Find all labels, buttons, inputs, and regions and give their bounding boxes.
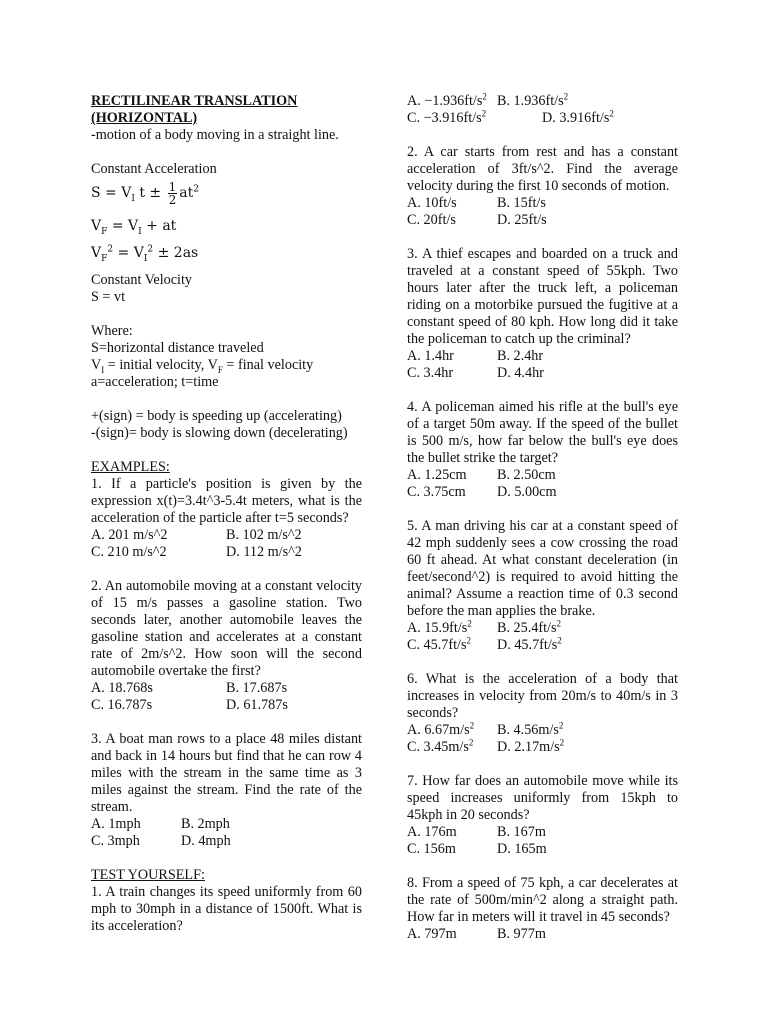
option-b: B. 2.50cm: [497, 467, 556, 483]
example-1-options: [91, 527, 362, 561]
test-1-options: [407, 93, 678, 127]
option-a: A. 10ft/s: [407, 195, 457, 211]
option-a: A. 1mph: [91, 816, 141, 832]
option-d: D. 61.787s: [226, 697, 288, 713]
sign-plus-text: +(sign) = body is speeding up (accelerating): [91, 408, 342, 424]
where-label: Where:: [91, 323, 133, 339]
option-d: D. $45.7ft/s^2$: [497, 635, 562, 653]
option-c: C. $-3.916ft/s^2$: [407, 108, 487, 126]
definition-text: -motion of a body moving in a straight line.: [91, 127, 339, 143]
left-column: [91, 93, 362, 935]
option-d: D. 165m: [497, 841, 547, 857]
option-d: D. 112 m/s^2: [226, 544, 302, 560]
option-c: C. 3mph: [91, 833, 140, 849]
option-a: A. $-1.936ft/s^2$: [407, 91, 487, 109]
example-2-question: 2. An automobile moving at a constant velocity of 15 m/s passes a gasoline station. Two seconds later, another automobile leaves the gasoline station and accelerates at a constant rate of 2m/s^2. How soon will the second automobile overtake the first?: [91, 578, 362, 679]
constant-acceleration-label: Constant Acceleration: [91, 161, 217, 177]
option-d: D. 4mph: [181, 833, 231, 849]
definition-velocities: $V_I$ = initial velocity, $V_F$ = final velocity: [91, 357, 314, 375]
example-3-question: 3. A boat man rows to a place 48 miles distant and back in 14 hours but find that he can row 4 miles with the stream in the same time as 3 miles against the stream. Find the rate of the stream.: [91, 731, 362, 815]
option-d: D. 4.4hr: [497, 365, 544, 381]
option-c: C. 3.75cm: [407, 484, 466, 500]
test-2-question: 2. A car starts from rest and has a constant acceleration of 3ft/s^2. Find the average velocity during the first 10 seconds of motion.: [407, 144, 678, 194]
option-c: C. 3.4hr: [407, 365, 454, 381]
option-a: A. 176m: [407, 824, 457, 840]
option-b: B. $25.4ft/s^2$: [497, 618, 562, 636]
right-column: [407, 93, 678, 943]
option-a: A. 201 m/s^2: [91, 527, 168, 543]
constant-velocity-label: Constant Velocity: [91, 272, 193, 288]
test-2-options: [407, 195, 678, 229]
option-c: C. 210 m/s^2: [91, 544, 167, 560]
examples-heading: EXAMPLES:: [91, 459, 170, 475]
option-a: A. 797m: [407, 926, 457, 942]
test-6-question: 6. What is the acceleration of a body that increases in velocity from 20m/s to 40m/s in 3 seconds?: [407, 671, 678, 721]
test-yourself-heading: TEST YOURSELF:: [91, 867, 205, 883]
option-b: B. 17.687s: [226, 680, 288, 696]
option-c: C. 156m: [407, 841, 456, 857]
formula-distance: $S = V_I$ t ± $\frac{1}{2}$ $at^2$: [91, 179, 199, 207]
test-5-question: 5. A man driving his car at a constant speed of 42 mph suddenly sees a cow crossing the road 60 ft ahead. At what constant deceleration (in feet/second^2) is required to avoid hitting the animal? Assume a reaction time of 0.3 second before the man applies the brake.: [407, 518, 678, 619]
option-a: A. $6.67m/s^2$: [407, 720, 475, 738]
fraction-one-half: $\frac{1}{2}$: [168, 179, 177, 207]
option-a: A. 1.25cm: [407, 467, 467, 483]
option-b: B. 977m: [497, 926, 546, 942]
test-5-options: [407, 620, 678, 654]
option-b: B. $1.936ft/s^2$: [497, 91, 569, 109]
option-a: A. $15.9ft/s^2$: [407, 618, 472, 636]
formula-velocity-squared: $V_F^2 = V_I^2 \pm 2as$: [91, 244, 199, 264]
option-b: B. 167m: [497, 824, 546, 840]
option-c: C. $3.45m/s^2$: [407, 737, 474, 755]
example-2-options: [91, 680, 362, 714]
option-a: A. 18.768s: [91, 680, 153, 696]
test-3-options: [407, 348, 678, 382]
example-1-question: 1. If a particle's position is given by the expression x(t)=3.4t^3-5.4t meters, what is the acceleration of the particle after t=5 seconds?: [91, 476, 362, 526]
option-d: D. 5.00cm: [497, 484, 557, 500]
section-title: RECTILINEAR TRANSLATION (HORIZONTAL): [91, 93, 298, 126]
test-8-options: [407, 926, 678, 943]
formula-final-velocity: $V_F = V_I$ + at: [91, 218, 177, 237]
option-d: D. $2.17m/s^2$: [497, 737, 565, 755]
option-a: A. 1.4hr: [407, 348, 454, 364]
test-1-question: 1. A train changes its speed uniformly from 60 mph to 30mph in a distance of 1500ft. What is its acceleration?: [91, 884, 362, 934]
test-4-question: 4. A policeman aimed his rifle at the bull's eye of a target 50m away. If the speed of the bullet is 500 m/s, how far below the bull's eye does the bullet strike the target?: [407, 399, 678, 466]
test-4-options: [407, 467, 678, 501]
option-b: B. 2mph: [181, 816, 230, 832]
option-b: B. 15ft/s: [497, 195, 546, 211]
option-c: C. $45.7ft/s^2$: [407, 635, 472, 653]
formula-constant-velocity: S = vt: [91, 289, 126, 305]
option-b: B. 2.4hr: [497, 348, 544, 364]
sign-minus-text: -(sign)= body is slowing down (decelerating): [91, 425, 348, 441]
test-3-question: 3. A thief escapes and boarded on a truck and traveled at a constant speed of 55kph. Two hours later after the truck left, a policeman riding on a motorbike pursued the fugitive at a constant speed of 80 kph. How long did it take the policeman to catch up the criminal?: [407, 246, 678, 347]
option-b: B. 102 m/s^2: [226, 527, 302, 543]
test-8-question: 8. From a speed of 75 kph, a car decelerates at the rate of 500m/min^2 along a straight path. How far in meters will it travel in 45 seconds?: [407, 875, 678, 925]
option-c: C. 20ft/s: [407, 212, 456, 228]
test-6-options: [407, 722, 678, 756]
option-c: C. 16.787s: [91, 697, 153, 713]
option-d: D. $3.916ft/s^2$: [542, 108, 614, 126]
definition-a-t: a=acceleration; t=time: [91, 374, 219, 390]
test-7-question: 7. How far does an automobile move while its speed increases uniformly from 15kph to 45kph in 20 seconds?: [407, 773, 678, 823]
test-7-options: [407, 824, 678, 858]
option-b: B. $4.56m/s^2$: [497, 720, 564, 738]
example-3-options: [91, 816, 362, 850]
definition-s: S=horizontal distance traveled: [91, 340, 264, 356]
option-d: D. 25ft/s: [497, 212, 547, 228]
